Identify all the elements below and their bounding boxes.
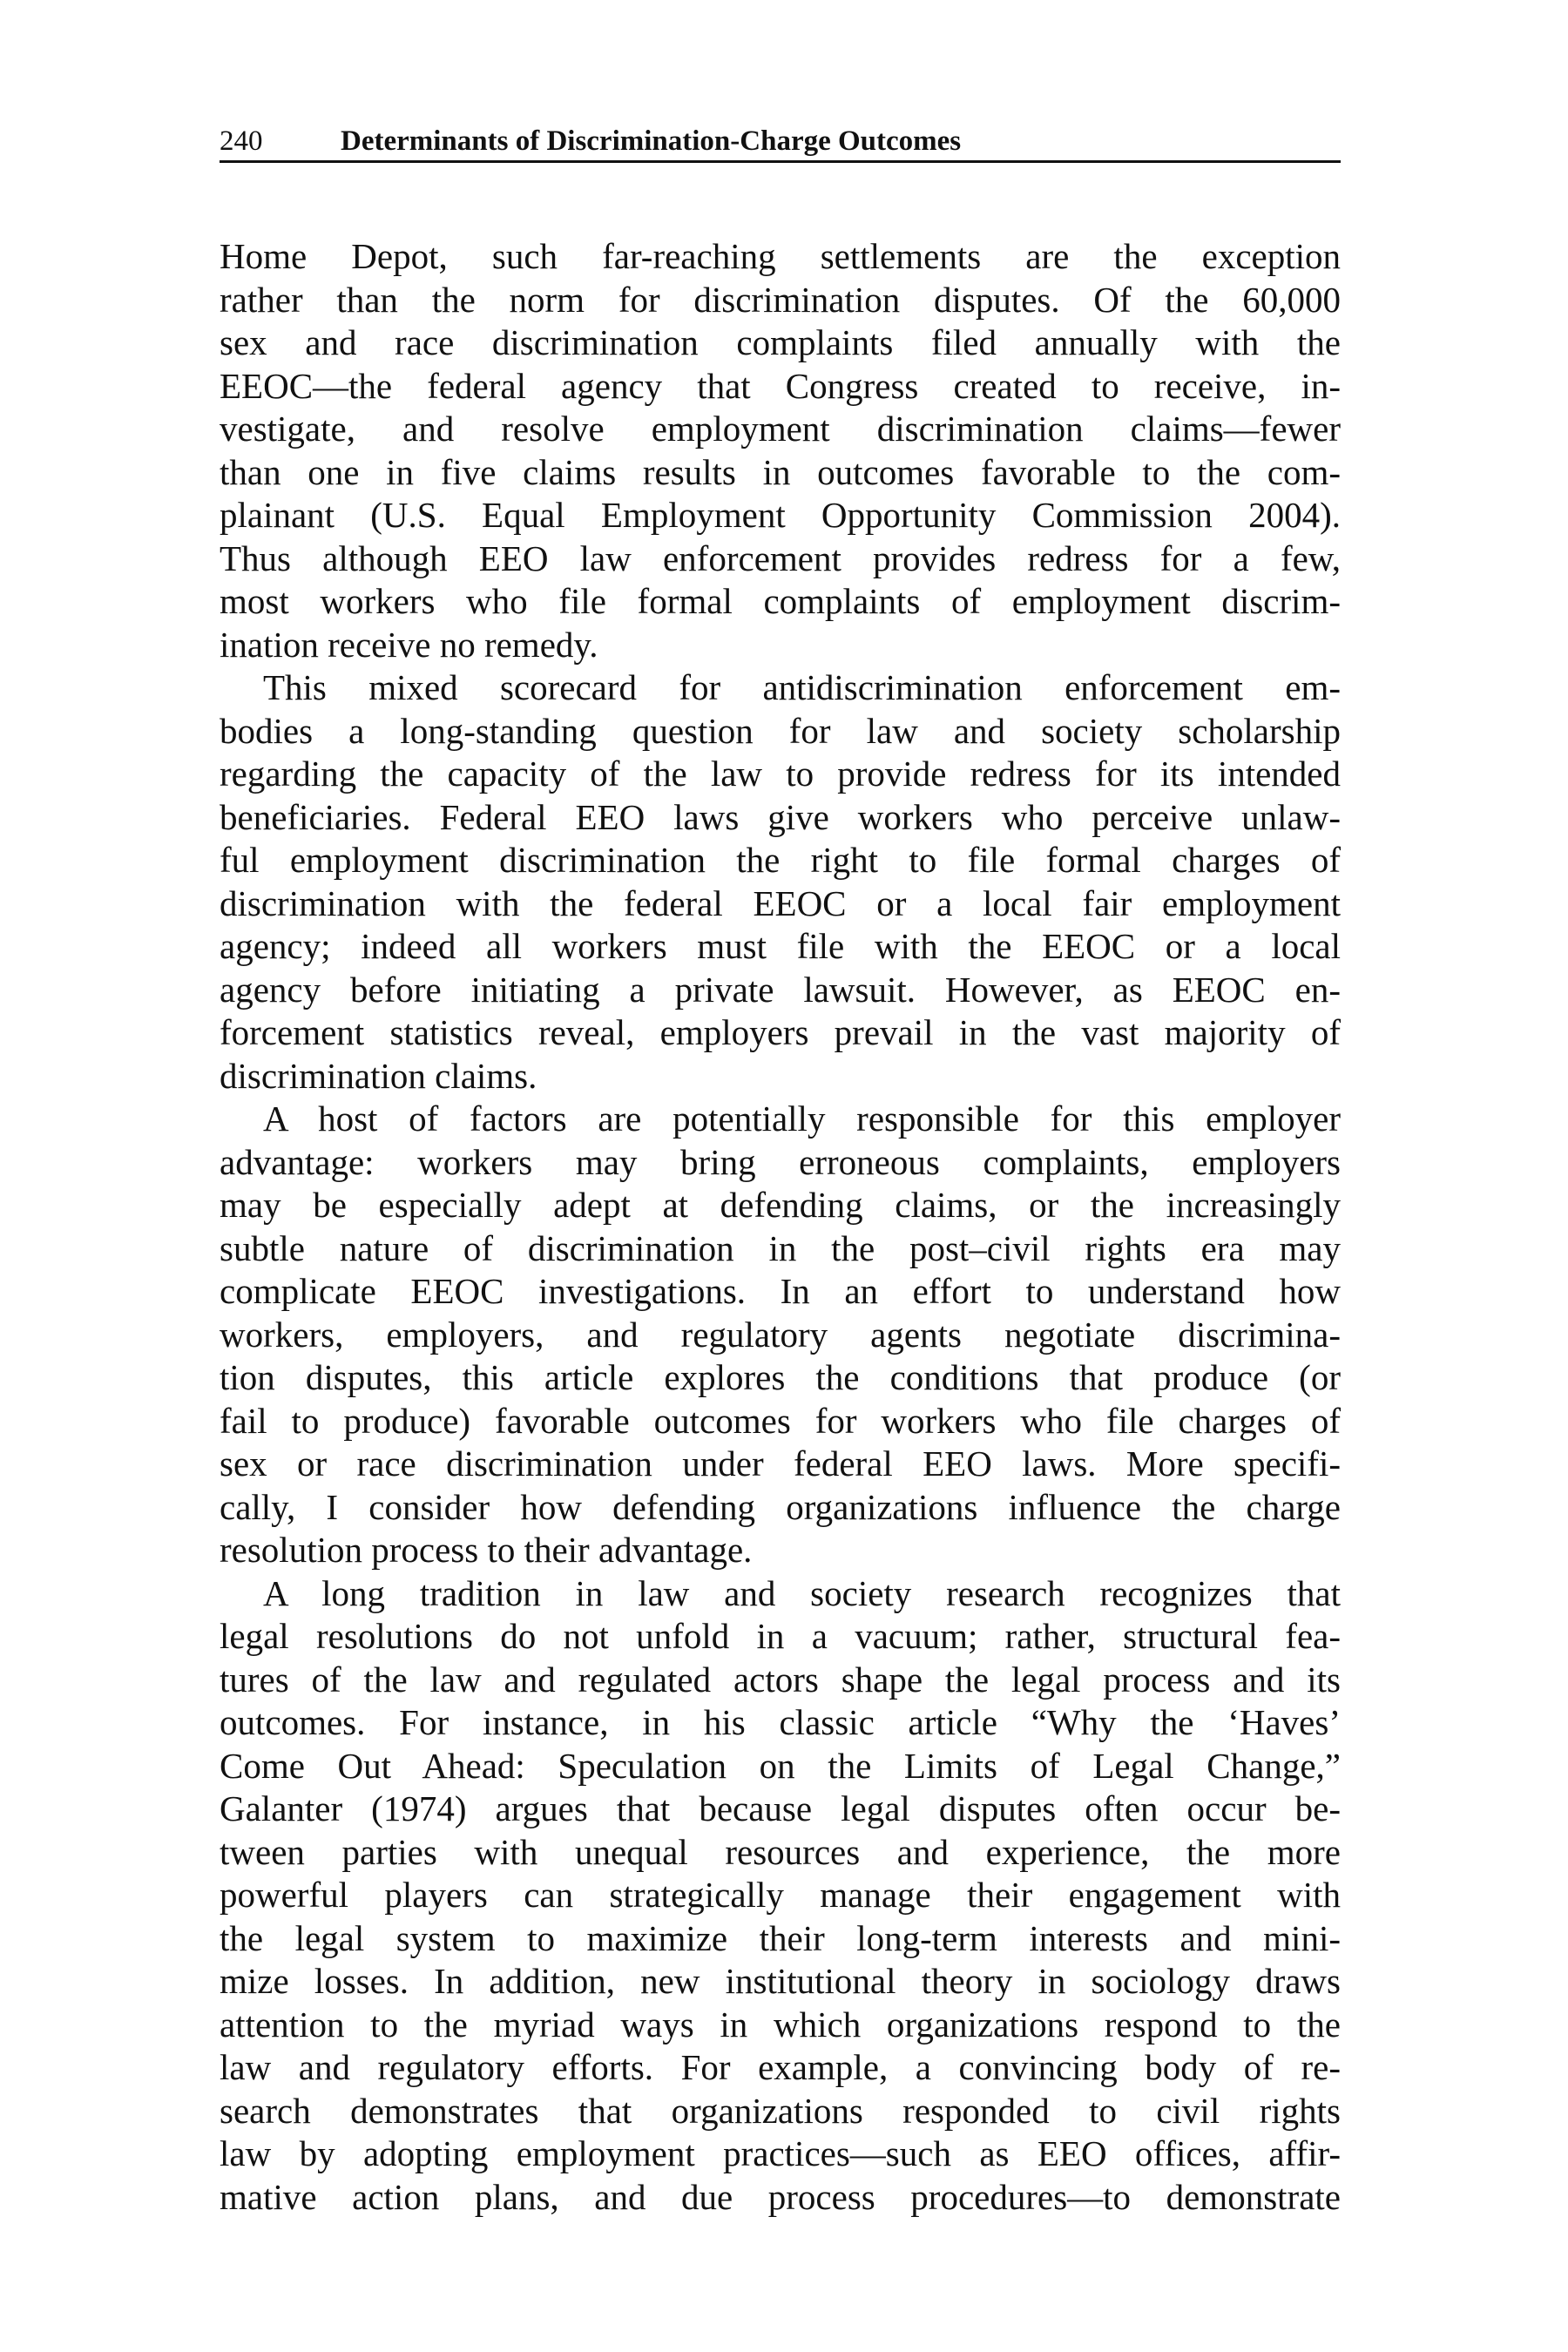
text-line: agency before initiating a private lawsuit. However, as EEOC en-	[220, 969, 1341, 1010]
text-line: law by adopting employment practices—such as EEO offices, affir-	[220, 2133, 1341, 2173]
text-line: beneficiaries. Federal EEO laws give workers who perceive unlaw-	[220, 796, 1341, 837]
text-line: subtle nature of discrimination in the post–civil rights era may	[220, 1227, 1341, 1268]
text-line: mative action plans, and due process procedures—to demonstrate	[220, 2176, 1341, 2217]
paragraph	[220, 235, 1341, 666]
text-line: discrimination claims.	[220, 1055, 537, 1096]
text-line: attention to the myriad ways in which organizations respond to the	[220, 2004, 1341, 2044]
text-line: A long tradition in law and society research recognizes that	[263, 1572, 1341, 1613]
text-line: mize losses. In addition, new institutional theory in sociology draws	[220, 1961, 1341, 2001]
text-line: fail to produce) favorable outcomes for workers who file charges of	[220, 1400, 1341, 1441]
text-line: Galanter (1974) argues that because legal disputes often occur be-	[220, 1788, 1341, 1828]
running-header	[220, 122, 1341, 160]
text-line: sex and race discrimination complaints filed annually with the	[220, 322, 1341, 362]
body-text	[220, 235, 1341, 2219]
header-rule	[220, 160, 1341, 163]
text-line: than one in five claims results in outcomes favorable to the com-	[220, 451, 1341, 492]
paragraph	[220, 666, 1341, 1098]
text-line: regarding the capacity of the law to provide redress for its intended	[220, 754, 1341, 794]
paragraph	[220, 1572, 1341, 2220]
text-line: resolution process to their advantage.	[220, 1530, 753, 1570]
text-line: legal resolutions do not unfold in a vacuum; rather, structural fea-	[220, 1616, 1341, 1656]
text-line: may be especially adept at defending claims, or the increasingly	[220, 1185, 1341, 1225]
text-line: discrimination with the federal EEOC or a local fair employment	[220, 882, 1341, 923]
text-line: tween parties with unequal resources and experience, the more	[220, 1831, 1341, 1872]
text-line: A host of factors are potentially responsible for this employer	[263, 1098, 1341, 1139]
text-line: tion disputes, this article explores the conditions that produce (or	[220, 1357, 1341, 1397]
text-line: tures of the law and regulated actors shape the legal process and its	[220, 1659, 1341, 1700]
text-line: ination receive no remedy.	[220, 624, 598, 665]
text-line: cally, I consider how defending organizations influence the charge	[220, 1486, 1341, 1527]
text-line: rather than the norm for discrimination disputes. Of the 60,000	[220, 279, 1341, 320]
text-line: agency; indeed all workers must file with the EEOC or a local	[220, 926, 1341, 966]
text-line: vestigate, and resolve employment discrimination claims—fewer	[220, 409, 1341, 449]
text-line: sex or race discrimination under federal EEO laws. More specifi-	[220, 1443, 1341, 1484]
text-line: workers, employers, and regulatory agents negotiate discrimina-	[220, 1314, 1341, 1355]
text-line: Thus although EEO law enforcement provides redress for a few,	[220, 537, 1341, 578]
text-line: advantage: workers may bring erroneous complaints, employers	[220, 1141, 1341, 1182]
text-line: law and regulatory efforts. For example, a convincing body of re-	[220, 2047, 1341, 2087]
text-line: search demonstrates that organizations responded to civil rights	[220, 2090, 1341, 2131]
text-line: ful employment discrimination the right to file formal charges of	[220, 840, 1341, 880]
page-number: 240	[220, 125, 263, 157]
text-line: forcement statistics reveal, employers prevail in the vast majority of	[220, 1012, 1341, 1052]
text-line: complicate EEOC investigations. In an effort to understand how	[220, 1271, 1341, 1311]
paragraph	[220, 1098, 1341, 1572]
running-title: Determinants of Discrimination-Charge Outcomes	[341, 125, 962, 157]
text-line: outcomes. For instance, in his classic article “Why the ‘Haves’	[220, 1702, 1341, 1742]
text-line: most workers who file formal complaints of employment discrim-	[220, 581, 1341, 621]
text-line: Come Out Ahead: Speculation on the Limits of Legal Change,”	[220, 1745, 1341, 1786]
text-line: powerful players can strategically manage their engagement with	[220, 1875, 1341, 1915]
text-line: plainant (U.S. Equal Employment Opportunity Commission 2004).	[220, 495, 1341, 535]
text-line: This mixed scorecard for antidiscrimination enforcement em-	[263, 667, 1341, 707]
text-line: EEOC—the federal agency that Congress created to receive, in-	[220, 365, 1341, 406]
text-line: bodies a long-standing question for law and society scholarship	[220, 710, 1341, 751]
text-line: the legal system to maximize their long-term interests and mini-	[220, 1917, 1341, 1958]
text-line: Home Depot, such far-reaching settlements are the exception	[220, 236, 1341, 276]
